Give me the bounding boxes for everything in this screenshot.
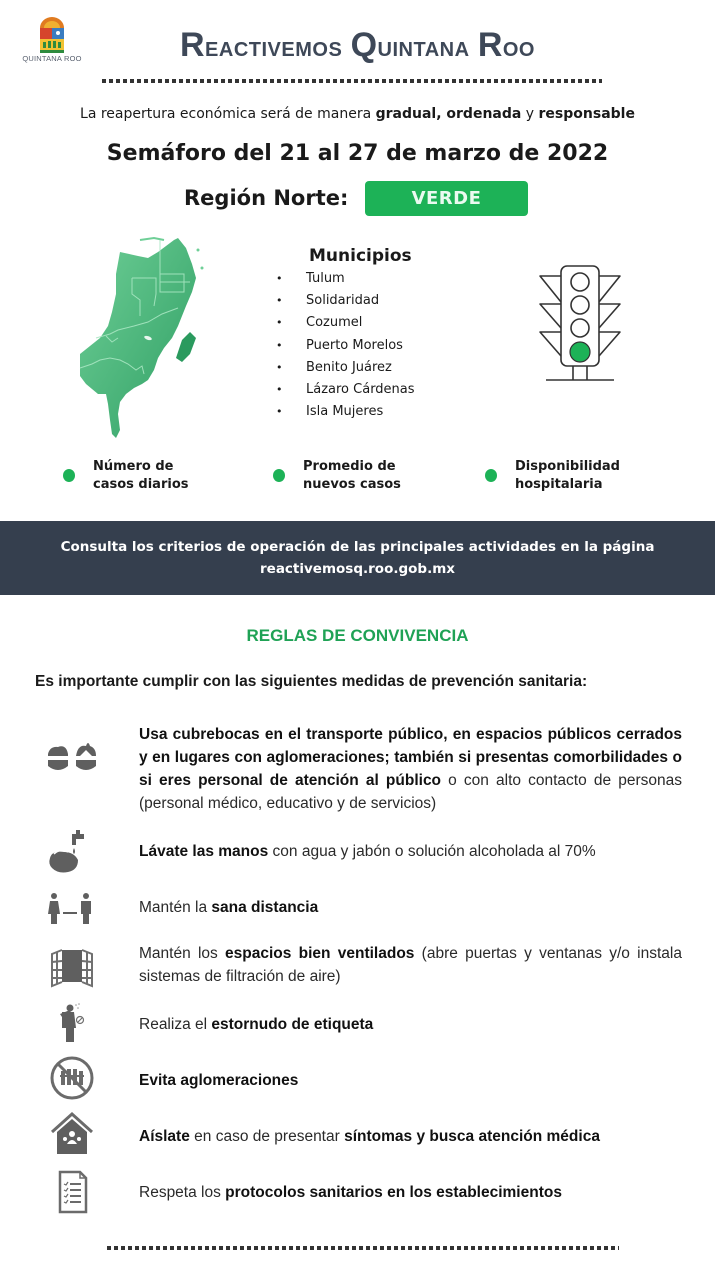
rule-bold: estornudo de etiqueta (211, 1016, 374, 1033)
municipio-item: • Lázaro Cárdenas (272, 381, 415, 403)
region-map (78, 234, 228, 444)
rule-aglomeraciones (139, 1069, 682, 1092)
criterio-disponibilidad (515, 458, 620, 493)
rule-text: con agua y jabón o solución alcoholada al 70% (268, 843, 596, 860)
municipio-item: • Cozumel (272, 314, 415, 336)
municipio-item: • Solidaridad (272, 292, 415, 314)
active-green-light (570, 342, 590, 362)
rule-bold: Evita aglomeraciones (139, 1072, 299, 1089)
municipio-item: • Puerto Morelos (272, 337, 415, 359)
rule-bold-2: síntomas y busca atención médica (344, 1128, 600, 1145)
subtitle-bold-1: gradual, ordenada (375, 106, 522, 122)
dotted-divider-bottom (107, 1246, 619, 1250)
title-part-2: uintana (377, 31, 478, 62)
face-mask-icon (44, 738, 100, 788)
rule-bold: Lávate las manos (139, 843, 269, 860)
title-part-1: eactivemos (205, 31, 351, 62)
ventilation-window-icon (44, 944, 100, 994)
rule-text: en caso de presentar (189, 1128, 345, 1145)
subtitle-plain: La reapertura económica será de manera (80, 106, 376, 122)
reglas-intro: Es importante cumplir con las siguientes medidas de prevención sanitaria: (35, 673, 588, 690)
logo-text: QUINTANA ROO (22, 54, 82, 63)
rule-text: o con alto contacto de personas (personal médico, educativo y de servicios) (139, 772, 682, 812)
rule-bold: espacios bien ventilados (225, 945, 415, 962)
rule-bold: protocolos sanitarios en los establecimientos (225, 1184, 562, 1201)
checklist-icon (44, 1168, 100, 1218)
rule-text: Mantén la (139, 899, 212, 916)
banner-url-link[interactable]: reactivemosq.roo.gob.mx (260, 561, 455, 577)
banner-text: Consulta los criterios de operación de las principales actividades en la página (60, 539, 655, 555)
hand-washing-icon (44, 828, 100, 878)
criterio-line1: Promedio de (303, 459, 396, 474)
criterio-line2: nuevos casos (303, 476, 401, 492)
rule-aislate (139, 1125, 682, 1148)
dotted-divider-top (102, 79, 602, 83)
green-dot-icon (273, 469, 285, 482)
rule-text: Realiza el (139, 1016, 212, 1033)
rule-sana-distancia (139, 896, 682, 919)
rule-cubrebocas (139, 723, 682, 815)
region-label: Región Norte: (184, 186, 349, 210)
semaforo-title: Semáforo del 21 al 27 de marzo de 2022 (106, 141, 609, 166)
traffic-light (534, 262, 626, 386)
title-cap-r2: R (477, 26, 503, 64)
traffic-light-icon (534, 262, 626, 386)
social-distance-icon (44, 888, 100, 938)
status-badge: VERDE (365, 181, 528, 216)
title-cap-r: R (179, 26, 206, 64)
municipio-item: • Isla Mujeres (272, 403, 415, 425)
criterio-line1: Disponibilidad (515, 459, 620, 474)
rule-text-2: (abre puertas y ventanas y/o instala sistemas de filtración de aire) (139, 945, 682, 985)
rule-protocolos (139, 1181, 682, 1204)
green-dot-icon (485, 469, 497, 482)
sneeze-etiquette-icon (44, 1000, 100, 1050)
criterio-line2: hospitalaria (515, 476, 603, 492)
reopening-subtitle (0, 106, 715, 122)
municipio-item: • Benito Juárez (272, 359, 415, 381)
home-isolation-icon (44, 1110, 100, 1160)
criterio-line2: casos diarios (93, 476, 189, 492)
subtitle-bold-2: responsable (538, 106, 635, 122)
criterio-line1: Número de (93, 459, 174, 474)
criterio-casos-diarios (93, 458, 188, 493)
page-title (0, 26, 715, 65)
rule-estornudo (139, 1013, 682, 1036)
rule-bold: Usa cubrebocas en el transporte público, en espacios públicos cerrados y en lugares con aglomeraciones; también si presentas comorbilidades o si eres personal de atención al público (139, 726, 682, 789)
subtitle-mid: y (521, 106, 539, 122)
municipios-title: Municipios (309, 246, 412, 266)
municipio-item: • Tulum (272, 270, 415, 292)
rule-bold: Aíslate (139, 1128, 190, 1145)
rule-text: Respeta los (139, 1184, 226, 1201)
no-crowds-icon (44, 1054, 100, 1104)
rule-text: Mantén los (139, 945, 226, 962)
reglas-title: REGLAS DE CONVIVENCIA (246, 626, 469, 645)
info-banner (0, 521, 715, 595)
rule-bold: sana distancia (211, 899, 319, 916)
rule-lavate-manos (139, 840, 682, 863)
rule-ventilacion (139, 942, 682, 988)
criterio-promedio-nuevos (303, 458, 401, 493)
title-part-3: oo (502, 31, 535, 62)
municipios-list (272, 270, 415, 425)
quintana-roo-north-map-icon (78, 234, 228, 444)
title-cap-q: Q (350, 26, 378, 64)
green-dot-icon (63, 469, 75, 482)
